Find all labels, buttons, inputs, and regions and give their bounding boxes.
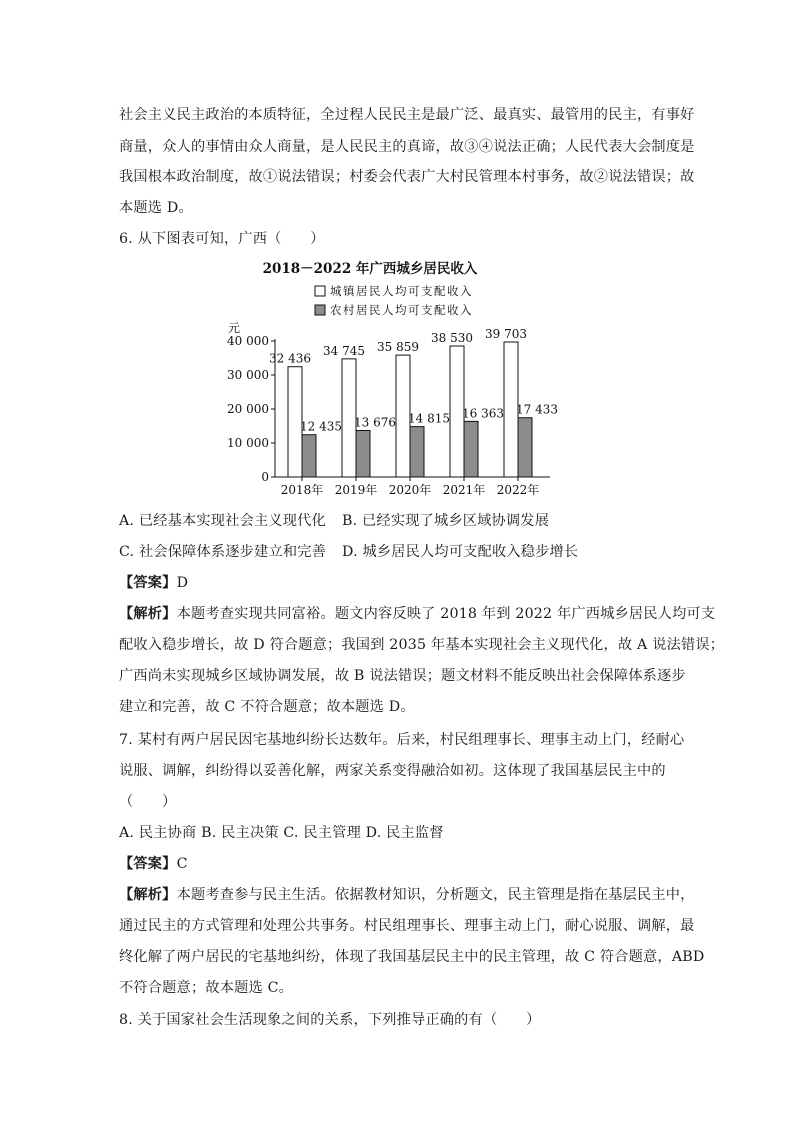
q6-stem: 6. 从下图表可知，广西（ ） [119, 231, 325, 247]
data-label-urban: 32 436 [269, 351, 311, 366]
bar-rural [302, 435, 316, 477]
intro-line-4: 本题选 D。 [119, 200, 193, 216]
q7-stem-line-2: 说服、调解，纠纷得以妥善化解，两家关系变得融洽如初。这体现了我国基层民主中的 [119, 763, 666, 779]
q7-analysis-line-4: 不符合题意；故本题选 C。 [119, 980, 294, 996]
q6-analysis-line-2: 配收入稳步增长，故 D 符合题意；我国到 2035 年基本实现社会主义现代化，故 A 说法错误； [119, 637, 725, 653]
bar-rural [518, 418, 532, 477]
legend-label-rural: 农村居民人均可支配收入 [330, 303, 473, 317]
q6-option-b: B. 已经实现了城乡区域协调发展 [342, 513, 550, 529]
q6-option-c: C. 社会保障体系逐步建立和完善 [119, 544, 327, 560]
q6-analysis-line-4: 建立和完善，故 C 不符合题意；故本题选 D。 [119, 699, 415, 715]
x-tick-label: 2022年 [496, 483, 540, 497]
chart-title: 2018－2022 年广西城乡居民收入 [262, 261, 478, 277]
q6-option-d: D. 城乡居民人均可支配收入稳步增长 [342, 544, 579, 560]
x-tick-label: 2020年 [388, 483, 432, 497]
x-tick-label: 2019年 [334, 483, 378, 497]
q7-options: A. 民主协商 B. 民主决策 C. 民主管理 D. 民主监督 [119, 825, 444, 841]
intro-line-1: 社会主义民主政治的本质特征，全过程人民民主是最广泛、最真实、最管用的民主，有事好 [119, 107, 695, 123]
bar-rural [464, 421, 478, 477]
q6-analysis-label: 【解析】 [119, 606, 177, 622]
q6-answer [119, 572, 188, 592]
data-label-urban: 38 530 [431, 330, 473, 345]
y-tick-label: 10 000 [227, 436, 269, 450]
y-tick-label: 30 000 [227, 368, 269, 382]
income-chart [227, 255, 560, 500]
q7-answer [119, 853, 188, 873]
x-tick-label: 2021年 [442, 483, 486, 497]
intro-line-3: 我国根本政治制度，故①说法错误；村委会代表广大村民管理本村事务，故②说法错误；故 [119, 169, 695, 185]
data-label-rural: 14 815 [408, 411, 450, 426]
q7-answer-value: C [176, 856, 188, 872]
data-label-urban: 39 703 [485, 327, 527, 342]
legend-label-urban: 城镇居民人均可支配收入 [330, 284, 473, 298]
data-label-rural: 12 435 [300, 419, 342, 434]
intro-line-2: 商量，众人的事情由众人商量，是人民民主的真谛，故③④说法正确；人民代表大会制度是 [119, 139, 695, 155]
q7-analysis-line-1: 【解析】本题考查参与民主生活。依据教材知识，分析题文，民主管理是指在基层民主中， [119, 887, 695, 903]
q7-stem-line-1: 7. 某村有两户居民因宅基地纠纷长达数年。后来，村民组理事长、理事主动上门，经耐心 [119, 732, 685, 748]
q6-analysis-line-3: 广西尚未实现城乡区域协调发展，故 B 说法错误；题文材料不能反映出社会保障体系逐步 [119, 668, 686, 684]
data-label-urban: 34 745 [323, 343, 365, 358]
y-tick-label: 20 000 [227, 402, 269, 416]
bar-rural [356, 431, 370, 477]
bar-rural [410, 427, 424, 477]
data-label-rural: 17 433 [516, 402, 558, 417]
q6-answer-value: D [176, 575, 189, 591]
y-tick-label: 40 000 [227, 334, 269, 348]
q6-analysis-line-1: 【解析】本题考查实现共同富裕。题文内容反映了 2018 年到 2022 年广西城乡居民人均可支 [119, 606, 716, 622]
q6-answer-label: 【答案】 [119, 575, 177, 591]
q7-stem-line-3: （ ） [119, 794, 177, 810]
q7-analysis-label: 【解析】 [119, 887, 177, 903]
q7-answer-label: 【答案】 [119, 856, 177, 872]
q7-analysis-line-2: 通过民主的方式管理和处理公共事务。村民组理事长、理事主动上门，耐心说服、调解，最 [119, 918, 695, 934]
data-label-rural: 13 676 [354, 415, 396, 430]
q8-stem: 8. 关于国家社会生活现象之间的关系，下列推导正确的有（ ） [119, 1012, 541, 1028]
q6-option-a: A. 已经基本实现社会主义现代化 [119, 513, 326, 529]
y-axis-unit: 元 [228, 321, 241, 335]
legend-swatch-urban [315, 286, 325, 296]
data-label-rural: 16 363 [462, 406, 504, 421]
legend-swatch-rural [315, 305, 325, 315]
q7-analysis-line-3: 终化解了两户居民的宅基地纠纷，体现了我国基层民主中的民主管理，故 C 符合题意，ABD [119, 949, 705, 965]
y-tick-label: 0 [261, 470, 269, 484]
data-label-urban: 35 859 [377, 340, 419, 355]
x-tick-label: 2018年 [280, 483, 324, 497]
